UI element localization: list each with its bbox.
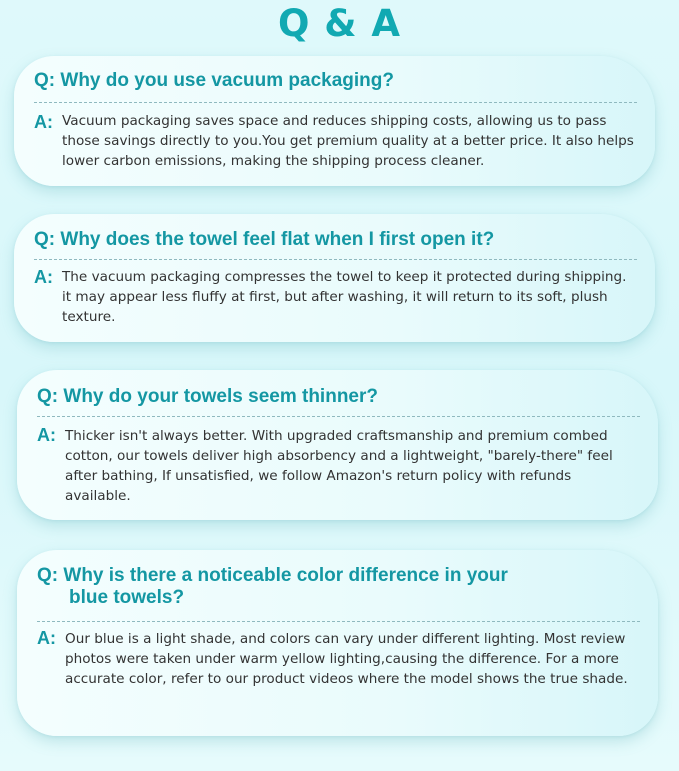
answer-prefix: A: [37, 425, 56, 445]
answer-prefix: A: [37, 628, 56, 648]
answer-prefix: A: [34, 112, 53, 132]
qa-card [17, 370, 658, 520]
question [34, 70, 394, 92]
divider [34, 102, 637, 103]
question [37, 565, 508, 609]
question [34, 229, 494, 251]
divider [37, 621, 640, 622]
question-prefix: Q: [34, 70, 56, 91]
question-text: Why does the towel feel flat when I first open it? [60, 229, 495, 250]
qa-card [17, 550, 658, 736]
answer-text: Vacuum packaging saves space and reduces shipping costs, allowing us to pass those savings directly to you.You get premium quality at a better price. It also helps lower carbon emissions, making the shipping process cleaner. [62, 113, 634, 169]
question-text: Why do you use vacuum packaging? [60, 70, 395, 91]
question [37, 386, 378, 408]
question-prefix: Q: [37, 386, 59, 407]
qa-card [14, 56, 655, 186]
answer-text: The vacuum packaging compresses the towel to keep it protected during shipping. it may appear less fluffy at first, but after washing, it will return to its soft, plush texture. [62, 269, 627, 325]
question-prefix: Q: [37, 565, 59, 586]
question-prefix: Q: [34, 229, 56, 250]
answer-text: Thicker isn't always better. With upgraded craftsmanship and premium combed cotton, our towels deliver high absorbency and a lightweight, "barely-there" feel after bathing, If unsatisfied, we follow Amazon's return policy with refunds available. [65, 428, 613, 504]
qa-card [14, 214, 655, 342]
answer-prefix: A: [34, 267, 53, 287]
question-text-line2: blue towels? [69, 587, 185, 608]
question-text: Why is there a noticeable color difference in your [63, 565, 508, 586]
question-text: Why do your towels seem thinner? [63, 386, 378, 407]
divider [34, 259, 637, 260]
divider [37, 416, 640, 417]
answer-text: Our blue is a light shade, and colors can vary under different lighting. Most review photos were taken under warm yellow lighting,causing the difference. For a more accurate color, refer to our product videos where the model shows the true shade. [65, 631, 628, 687]
page-title: Q & A [277, 2, 402, 45]
